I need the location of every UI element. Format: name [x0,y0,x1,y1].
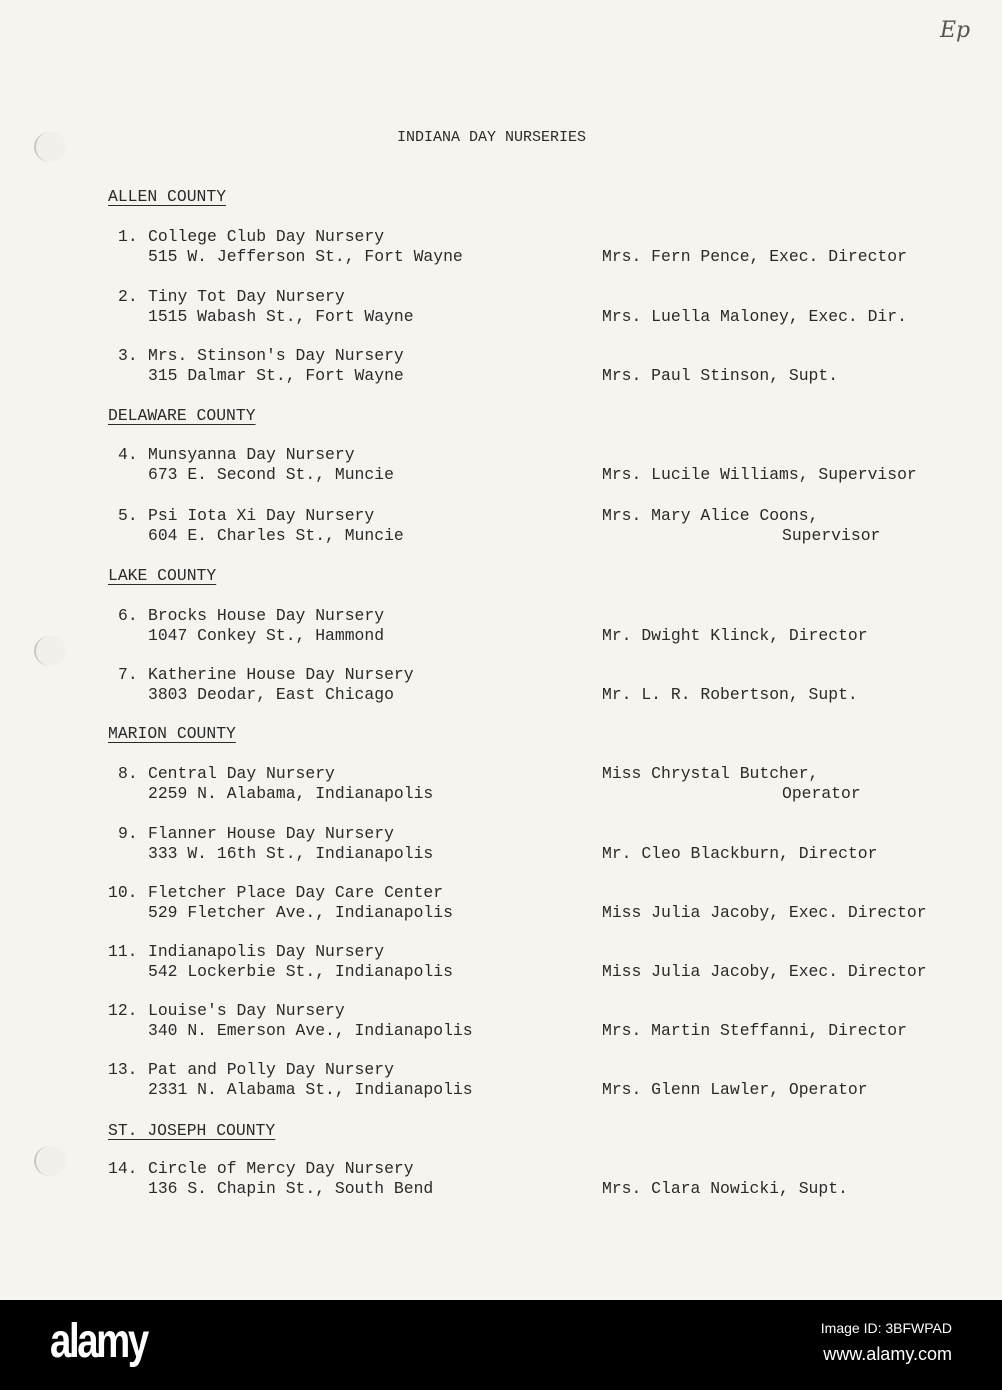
watermark-bar [0,1300,1002,1390]
nursery-name: Tiny Tot Day Nursery [148,287,345,306]
nursery-address: 315 Dalmar St., Fort Wayne [148,366,404,385]
nursery-name: Pat and Polly Day Nursery [148,1060,394,1079]
contact-person: Mrs. Fern Pence, Exec. Director [602,247,907,266]
contact-person: Mrs. Glenn Lawler, Operator [602,1080,868,1099]
binder-hole [34,1146,66,1176]
entry-number: 14. [108,1159,138,1178]
entry-number: 12. [108,1001,138,1020]
contact-person: Mrs. Paul Stinson, Supt. [602,366,839,385]
county-heading: LAKE COUNTY [108,566,217,585]
nursery-name: Psi Iota Xi Day Nursery [148,506,375,525]
contact-person: Miss Chrystal Butcher, [602,764,819,783]
handwritten-mark: Ep [940,18,971,43]
entry-number: 1. [118,227,138,246]
contact-person: Mr. Cleo Blackburn, Director [602,844,878,863]
nursery-address: 515 W. Jefferson St., Fort Wayne [148,247,463,266]
entry-number: 2. [118,287,138,306]
entry-number: 10. [108,883,138,902]
contact-person: Miss Julia Jacoby, Exec. Director [602,962,927,981]
nursery-name: Central Day Nursery [148,764,335,783]
contact-title: Supervisor [782,526,881,545]
nursery-name: Katherine House Day Nursery [148,665,414,684]
nursery-address: 1515 Wabash St., Fort Wayne [148,307,414,326]
nursery-name: Circle of Mercy Day Nursery [148,1159,414,1178]
entry-number: 4. [118,445,138,464]
nursery-address: 1047 Conkey St., Hammond [148,626,385,645]
county-heading: MARION COUNTY [108,724,236,743]
image-id: Image ID: 3BFWPAD [820,1320,952,1336]
entry-number: 11. [108,942,138,961]
nursery-address: 673 E. Second St., Muncie [148,465,394,484]
contact-person: Mrs. Mary Alice Coons, [602,506,819,525]
nursery-name: Indianapolis Day Nursery [148,942,385,961]
nursery-address: 340 N. Emerson Ave., Indianapolis [148,1021,473,1040]
binder-hole [34,132,66,162]
county-heading: DELAWARE COUNTY [108,406,256,425]
contact-person: Mrs. Clara Nowicki, Supt. [602,1179,848,1198]
nursery-address: 2331 N. Alabama St., Indianapolis [148,1080,473,1099]
watermark-url: www.alamy.com [823,1344,952,1364]
entry-number: 6. [118,606,138,625]
alamy-logo: alamy [50,1315,147,1368]
nursery-address: 3803 Deodar, East Chicago [148,685,394,704]
county-heading: ALLEN COUNTY [108,187,227,206]
entry-number: 7. [118,665,138,684]
county-heading: ST. JOSEPH COUNTY [108,1121,276,1140]
document-title: INDIANA DAY NURSERIES [397,129,587,146]
binder-hole [34,636,66,666]
entry-number: 3. [118,346,138,365]
contact-title: Operator [782,784,861,803]
entry-number: 9. [118,824,138,843]
nursery-name: Fletcher Place Day Care Center [148,883,444,902]
contact-person: Mr. Dwight Klinck, Director [602,626,868,645]
contact-person: Mr. L. R. Robertson, Supt. [602,685,858,704]
entry-number: 8. [118,764,138,783]
nursery-address: 529 Fletcher Ave., Indianapolis [148,903,453,922]
entry-number: 5. [118,506,138,525]
nursery-name: Brocks House Day Nursery [148,606,385,625]
nursery-name: Munsyanna Day Nursery [148,445,355,464]
contact-person: Mrs. Luella Maloney, Exec. Dir. [602,307,907,326]
nursery-address: 333 W. 16th St., Indianapolis [148,844,434,863]
nursery-name: Flanner House Day Nursery [148,824,394,843]
entry-number: 13. [108,1060,138,1079]
contact-person: Miss Julia Jacoby, Exec. Director [602,903,927,922]
nursery-address: 604 E. Charles St., Muncie [148,526,404,545]
nursery-address: 542 Lockerbie St., Indianapolis [148,962,453,981]
nursery-address: 136 S. Chapin St., South Bend [148,1179,434,1198]
contact-person: Mrs. Martin Steffanni, Director [602,1021,907,1040]
contact-person: Mrs. Lucile Williams, Supervisor [602,465,917,484]
nursery-name: College Club Day Nursery [148,227,385,246]
nursery-address: 2259 N. Alabama, Indianapolis [148,784,434,803]
nursery-name: Louise's Day Nursery [148,1001,345,1020]
nursery-name: Mrs. Stinson's Day Nursery [148,346,404,365]
